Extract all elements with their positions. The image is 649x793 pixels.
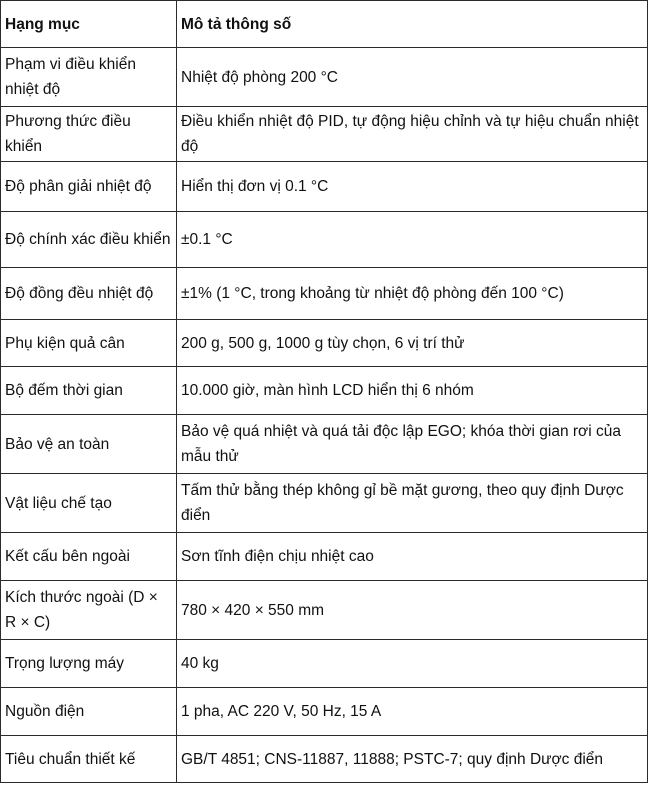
row-description: 200 g, 500 g, 1000 g tùy chọn, 6 vị trí thử — [177, 320, 648, 367]
header-item: Hạng mục — [1, 1, 177, 48]
row-description: Hiển thị đơn vị 0.1 °C — [177, 162, 648, 212]
table-row — [1, 415, 648, 474]
header-description: Mô tả thông số — [177, 1, 648, 48]
table-row — [1, 367, 648, 415]
row-description: ±1% (1 °C, trong khoảng từ nhiệt độ phòng đến 100 °C) — [177, 268, 648, 320]
row-item: Kết cấu bên ngoài — [1, 533, 177, 581]
table-row — [1, 736, 648, 783]
row-item: Phụ kiện quả cân — [1, 320, 177, 367]
row-item: Bộ đếm thời gian — [1, 367, 177, 415]
table-row — [1, 268, 648, 320]
table-row — [1, 48, 648, 107]
row-item: Nguồn điện — [1, 688, 177, 736]
row-description: Bảo vệ quá nhiệt và quá tải độc lập EGO; khóa thời gian rơi của mẫu thử — [177, 415, 648, 474]
row-description: Nhiệt độ phòng 200 °C — [177, 48, 648, 107]
row-item: Tiêu chuẩn thiết kế — [1, 736, 177, 783]
table-row — [1, 688, 648, 736]
table-row — [1, 533, 648, 581]
row-item: Độ chính xác điều khiển — [1, 212, 177, 268]
table-row — [1, 107, 648, 162]
table-row — [1, 320, 648, 367]
row-description: Tấm thử bằng thép không gỉ bề mặt gương, theo quy định Dược điển — [177, 474, 648, 533]
table-row — [1, 640, 648, 688]
row-item: Độ đồng đều nhiệt độ — [1, 268, 177, 320]
row-description: ±0.1 °C — [177, 212, 648, 268]
row-description: 40 kg — [177, 640, 648, 688]
row-item: Phương thức điều khiển — [1, 107, 177, 162]
row-item: Vật liệu chế tạo — [1, 474, 177, 533]
table-row — [1, 162, 648, 212]
row-item: Bảo vệ an toàn — [1, 415, 177, 474]
row-description: Sơn tĩnh điện chịu nhiệt cao — [177, 533, 648, 581]
row-item: Trọng lượng máy — [1, 640, 177, 688]
row-description: GB/T 4851; CNS-11887, 11888; PSTC-7; quy định Dược điển — [177, 736, 648, 783]
row-item: Kích thước ngoài (D × R × C) — [1, 581, 177, 640]
row-item: Độ phân giải nhiệt độ — [1, 162, 177, 212]
row-description: Điều khiển nhiệt độ PID, tự động hiệu chỉnh và tự hiệu chuẩn nhiệt độ — [177, 107, 648, 162]
table-row — [1, 474, 648, 533]
row-description: 1 pha, AC 220 V, 50 Hz, 15 A — [177, 688, 648, 736]
table-row — [1, 581, 648, 640]
table-row — [1, 212, 648, 268]
row-item: Phạm vi điều khiển nhiệt độ — [1, 48, 177, 107]
header-row — [1, 1, 648, 48]
row-description: 10.000 giờ, màn hình LCD hiển thị 6 nhóm — [177, 367, 648, 415]
row-description: 780 × 420 × 550 mm — [177, 581, 648, 640]
